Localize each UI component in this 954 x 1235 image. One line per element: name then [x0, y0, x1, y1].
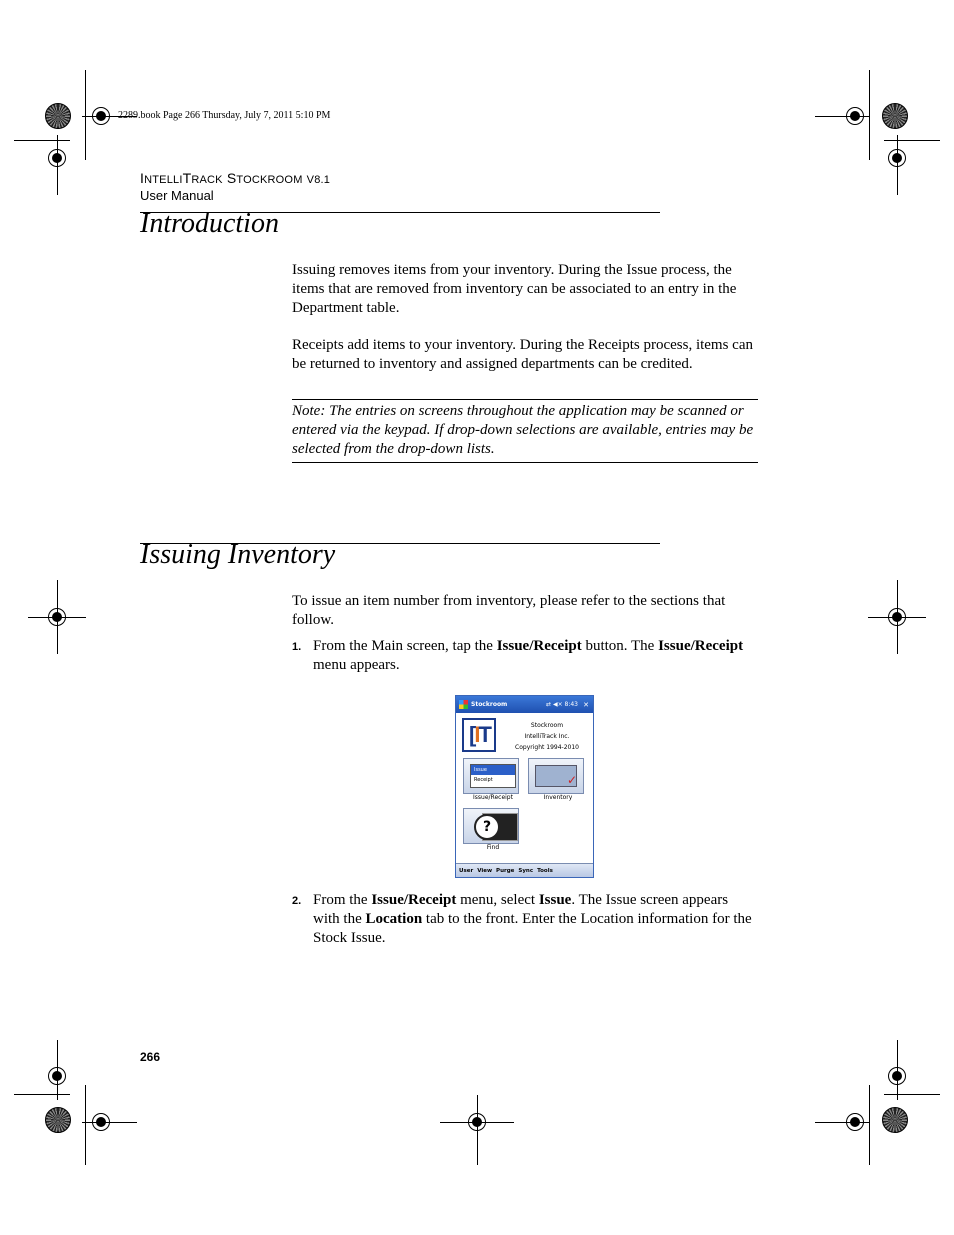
device-title: Stockroom: [471, 701, 508, 708]
step-text: button. The: [581, 638, 659, 654]
close-icon: ✕: [583, 700, 589, 709]
crop-line: [897, 135, 898, 195]
step-bold-term: Issue/Receipt: [658, 638, 744, 654]
step-number: 1.: [292, 641, 302, 653]
note-rule-bottom: [292, 462, 758, 463]
magnifier-icon: ?: [474, 814, 500, 840]
crop-line: [869, 1085, 870, 1165]
device-copyright: Copyright 1994-2010: [515, 744, 579, 751]
crop-line: [815, 116, 870, 117]
menubar-item-user: User: [459, 867, 474, 874]
registration-target-icon: [468, 1113, 486, 1131]
page-number: 266: [140, 1050, 161, 1064]
crop-line: [82, 1122, 137, 1123]
product-smallcaps: NTELLI: [144, 174, 183, 186]
device-title-bar: [456, 696, 593, 713]
step-text: menu, select: [456, 892, 539, 908]
step-bold-term: Issue/Receipt: [371, 892, 457, 908]
crop-line: [869, 70, 870, 160]
crop-line: [14, 140, 70, 141]
step-text: From the: [313, 892, 372, 908]
step-1-text: [313, 637, 758, 675]
step-text: From the Main screen, tap the: [313, 638, 497, 654]
intellitrack-logo: [IT: [462, 718, 496, 752]
crop-line: [85, 1085, 86, 1165]
registration-dial-icon: [882, 103, 908, 129]
crop-line: [14, 1094, 70, 1095]
checkmark-icon: ✓: [567, 773, 578, 787]
device-about-info: [502, 720, 592, 753]
tile-label: Inventory: [543, 794, 573, 801]
issue-receipt-menu: [470, 764, 516, 788]
step-number: 2.: [292, 895, 302, 907]
crop-line: [57, 135, 58, 195]
menubar-item-view: View: [477, 867, 493, 874]
registration-target-icon: [888, 608, 906, 626]
product-initial: I: [140, 170, 145, 186]
crop-line: [815, 1122, 870, 1123]
menu-item-issue: Issue: [471, 765, 515, 775]
device-company: IntelliTrack Inc.: [524, 733, 570, 740]
crop-line: [85, 70, 86, 160]
print-header: 2289.book Page 266 Thursday, July 7, 2011 5:10 PM: [118, 110, 331, 121]
issue-receipt-tile: [463, 758, 523, 801]
registration-target-icon: [48, 608, 66, 626]
product-initial: T: [182, 170, 192, 186]
registration-dial-icon: [882, 1107, 908, 1133]
find-tile: [463, 808, 523, 851]
note-rule-top: [292, 399, 758, 400]
windows-start-icon: [459, 700, 468, 709]
step-text: tab to the front. Enter the Location information for the Stock Issue.: [313, 911, 752, 946]
intro-paragraph-1: Issuing removes items from your inventory. During the Issue process, the items that are removed from inventory can be associated to an entry in the Department table.: [292, 262, 737, 316]
running-header-title: [140, 170, 330, 186]
inventory-tile-image: [528, 758, 584, 794]
product-smallcaps: RACK: [191, 174, 223, 186]
step-bold-term: Issue/Receipt: [496, 638, 582, 654]
inventory-tile: [528, 758, 588, 801]
issuing-paragraph: To issue an item number from inventory, please refer to the sections that follow.: [292, 593, 726, 628]
intro-paragraph-2: Receipts add items to your inventory. During the Receipts process, items can be returned to inventory and assigned departments can be credited.: [292, 337, 754, 372]
device-screenshot: [455, 695, 594, 878]
menubar-item-tools: Tools: [537, 867, 553, 874]
step-text: . The Issue screen appears with the: [313, 892, 729, 927]
menu-item-receipt: Receipt: [474, 777, 493, 783]
registration-target-icon: [888, 1067, 906, 1085]
step-bold-term: Issue: [538, 892, 572, 908]
step-bold-term: Location: [365, 911, 423, 927]
note-text: Note: The entries on screens throughout the application may be scanned or entered via the keypad. If drop-down selections are available, entries may be selected from the drop-down lists.: [292, 403, 754, 457]
find-tile-image: [463, 808, 519, 844]
issue-receipt-tile-image: [463, 758, 519, 794]
tile-label: Find: [486, 844, 500, 851]
registration-target-icon: [48, 1067, 66, 1085]
registration-dial-icon: [45, 1107, 71, 1133]
device-menu-bar: [456, 863, 593, 877]
registration-dial-icon: [45, 103, 71, 129]
tile-label: Issue/Receipt: [473, 794, 513, 801]
step-2-text: [313, 891, 758, 948]
product-smallcaps: TOCKROOM: [236, 174, 303, 186]
section-heading-issuing-inventory: Issuing Inventory: [140, 539, 336, 570]
running-header-subtitle: User Manual: [140, 188, 214, 203]
product-initial: S: [226, 170, 237, 186]
product-version: V8.1: [306, 174, 331, 186]
device-app-name: Stockroom: [530, 722, 564, 729]
crop-line: [884, 140, 940, 141]
crop-line: [884, 1094, 940, 1095]
step-text: menu appears.: [313, 657, 400, 673]
device-status: ⇄ ◀× 8:43: [546, 701, 578, 708]
menubar-item-sync: Sync: [518, 867, 534, 874]
section-heading-introduction: Introduction: [140, 208, 279, 239]
menubar-item-purge: Purge: [496, 867, 515, 874]
